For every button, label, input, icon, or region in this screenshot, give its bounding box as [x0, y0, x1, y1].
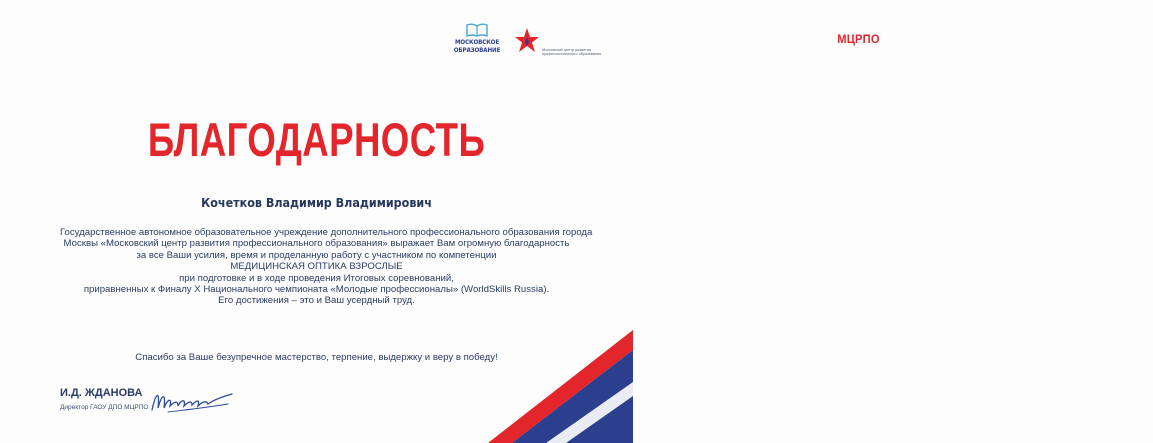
moscow-education-line1: МОСКОВСКОЕ — [454, 39, 500, 46]
mcrpo-subtitle: Московский центр развития профессионального образования — [542, 48, 602, 57]
signer-role: Директор ГАОУ ДПО МЦРПО — [60, 404, 149, 411]
book-icon — [466, 23, 488, 37]
closing-text: Спасибо за Ваше безупречное мастерство, терпение, выдержку и веру в победу! — [135, 352, 498, 363]
body-line: Москвы «Московский центр развития профессионального образования» выражает Вам огромную благодарность — [63, 238, 570, 250]
body-line: Его достижения – это и Ваш усердный труд. — [218, 295, 415, 307]
moscow-education-line2: ОБРАЗОВАНИЕ — [453, 47, 501, 54]
body-line: за все Ваши усилия, время и проделанную работу с участником по компетенции — [136, 249, 497, 261]
handwritten-signature — [148, 384, 236, 418]
body-line: приравненных к Финалу X Национального чемпионата «Молодые профессионалы» (WorldSkills Russia). — [83, 284, 550, 296]
mcrpo-logo — [514, 27, 880, 59]
signer-name: И.Д. ЖДАНОВА — [60, 387, 143, 399]
certificate-title: БЛАГОДАРНОСТЬ — [147, 113, 486, 166]
competence-name: МЕДИЦИНСКАЯ ОПТИКА ВЗРОСЛЫЕ — [230, 261, 403, 273]
body-line: Государственное автономное образовательное учреждение дополнительного профессионального образования города — [60, 227, 593, 238]
body-line: при подготовке и в ходе проведения Итоговых соревнований, — [179, 272, 454, 284]
recipient-name: Кочетков Владимир Владимирович — [201, 196, 432, 210]
body-text — [60, 227, 593, 307]
star-icon — [514, 27, 540, 53]
mcrpo-name: МЦРПО — [837, 32, 880, 46]
moscow-education-logo — [448, 23, 506, 59]
